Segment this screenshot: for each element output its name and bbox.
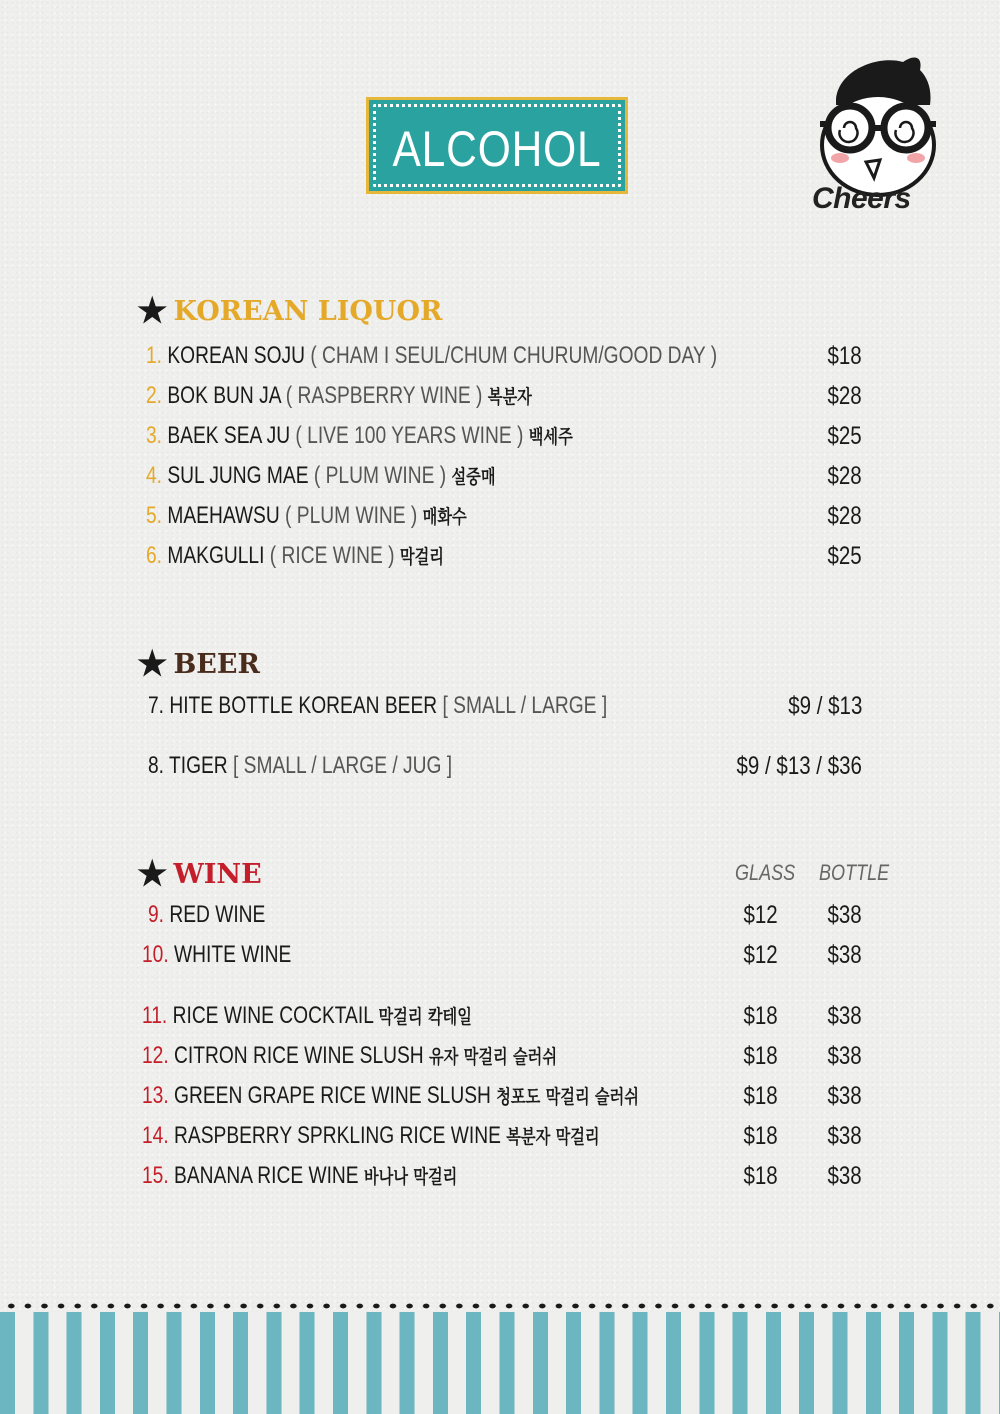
striped-footer [0,1312,1000,1414]
item-glass-price: $12 [743,941,778,969]
item-bottle-price: $38 [827,901,862,929]
item-glass-price: $18 [743,1042,778,1070]
item-korean-name: 복분자 막걸리 [506,1126,600,1148]
item-price: $28 [827,502,862,530]
title-plate [366,97,628,194]
item-glass-price: $18 [743,1122,778,1150]
item-bottle-price: $38 [827,1002,862,1030]
brand-name: Cheers [812,182,911,215]
item-detail: ( PLUM WINE ) [313,462,447,489]
menu-item [0,1078,1000,1114]
item-korean-name: 바나나 막걸리 [363,1166,458,1188]
item-name: MAKGULLI [167,542,265,569]
item-price: $28 [827,382,862,410]
item-bottle-price: $38 [827,1162,862,1190]
menu-item [0,538,1000,574]
item-name: GREEN GRAPE RICE WINE SLUSH [174,1082,491,1109]
item-number: 14. [142,1122,169,1149]
item-number: 3. [146,422,163,449]
menu-item [0,1038,1000,1074]
item-price: $9 / $13 / $36 [736,752,862,780]
item-name: BOK BUN JA [167,382,281,409]
item-name: BAEK SEA JU [167,422,291,449]
column-header-glass: GLASS [735,860,796,885]
item-price: $25 [827,542,862,570]
item-glass-price: $18 [743,1082,778,1110]
section-title: WINE [173,858,262,890]
section-heading-beer [137,644,260,684]
item-number: 10. [142,941,169,968]
item-korean-name: 매화수 [422,506,467,528]
section-title: BEER [173,648,260,680]
item-name: BANANA RICE WINE [174,1162,359,1189]
star-icon: ★ [137,854,168,894]
item-name: RICE WINE COCKTAIL [172,1002,374,1029]
item-bottle-price: $38 [827,941,862,969]
item-price: $9 / $13 [787,692,862,720]
item-number: 11. [142,1002,168,1029]
item-name: SUL JUNG MAE [167,462,309,489]
item-name: WHITE WINE [174,941,292,968]
item-number: 7. [148,692,165,719]
item-number: 9. [148,901,165,928]
item-korean-name: 복분자 [487,386,532,408]
item-bottle-price: $38 [827,1122,862,1150]
section-heading-wine [137,854,262,894]
section-heading-korean-liquor [137,291,443,331]
item-name: KOREAN SOJU [167,342,305,369]
item-number: 15. [142,1162,169,1189]
item-number: 8. [148,752,165,779]
item-number: 12. [142,1042,169,1069]
item-price: $18 [827,342,862,370]
item-number: 13. [142,1082,169,1109]
menu-item [0,418,1000,454]
dotted-border [0,1300,1000,1312]
item-number: 5. [146,502,163,529]
item-detail: ( LIVE 100 YEARS WINE ) [295,422,524,449]
item-detail: ( RICE WINE ) [269,542,395,569]
item-name: RASPBERRY SPRKLING RICE WINE [174,1122,501,1149]
item-name: MAEHAWSU [167,502,280,529]
menu-item [0,998,1000,1034]
item-detail: ( CHAM I SEUL/CHUM CHURUM/GOOD DAY ) [310,342,718,369]
item-korean-name: 청포도 막걸리 슬러쉬 [496,1086,639,1108]
item-number: 2. [146,382,163,409]
item-number: 4. [146,462,163,489]
item-korean-name: 백세주 [528,426,573,448]
page-title: ALCOHOL [392,121,602,177]
menu-item [0,458,1000,494]
menu-item [0,378,1000,414]
item-bottle-price: $38 [827,1082,862,1110]
item-glass-price: $12 [743,901,778,929]
menu-item [0,1118,1000,1154]
item-detail: ( RASPBERRY WINE ) [285,382,483,409]
menu-item [0,748,1000,784]
section-title: KOREAN LIQUOR [173,295,443,327]
menu-item [0,498,1000,534]
item-detail: ( PLUM WINE ) [285,502,418,529]
item-detail: [ SMALL / LARGE ] [442,692,608,719]
item-name: TIGER [169,752,228,779]
menu-item [0,338,1000,374]
item-name: RED WINE [169,901,266,928]
column-header-bottle: BOTTLE [819,860,890,885]
item-korean-name: 막걸리 [399,546,444,568]
item-name: HITE BOTTLE KOREAN BEER [169,692,438,719]
item-price: $28 [827,462,862,490]
menu-item [0,1158,1000,1194]
brand-logo [808,0,948,230]
menu-item [0,897,1000,933]
item-detail: [ SMALL / LARGE / JUG ] [233,752,453,779]
item-korean-name: 설중매 [451,466,496,488]
item-number: 1. [146,342,163,369]
item-bottle-price: $38 [827,1042,862,1070]
item-korean-name: 유자 막걸리 슬러쉬 [429,1046,558,1068]
menu-item [0,688,1000,724]
item-number: 6. [146,542,163,569]
item-glass-price: $18 [743,1162,778,1190]
item-glass-price: $18 [743,1002,778,1030]
item-price: $25 [827,422,862,450]
menu-item [0,937,1000,973]
item-name: CITRON RICE WINE SLUSH [174,1042,424,1069]
star-icon: ★ [137,644,168,684]
star-icon: ★ [137,291,168,331]
item-korean-name: 막걸리 칵테일 [378,1006,472,1028]
